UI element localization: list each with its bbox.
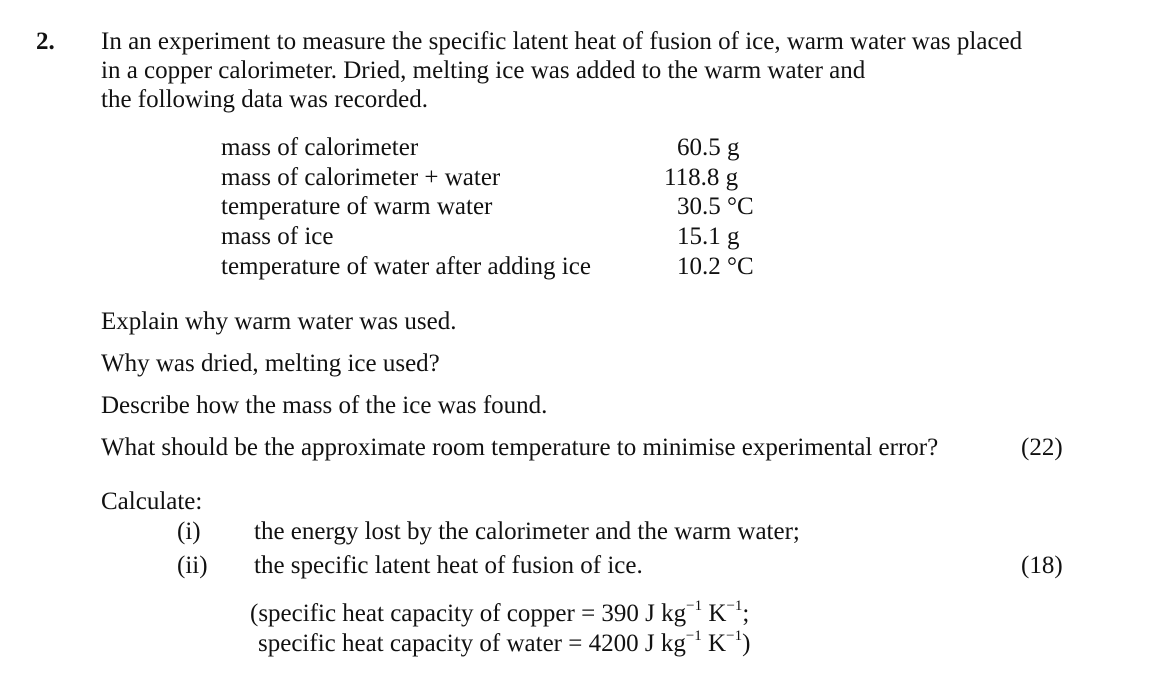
constants-line-1: (specific heat capacity of copper = 390 J $kg^{-1}$ $K^{-1}$;: [250, 598, 750, 627]
data-row-label: mass of ice: [221, 223, 334, 250]
marks-part-2: (18): [1021, 552, 1063, 579]
data-row-label: temperature of water after adding ice: [221, 253, 591, 280]
calc-item-number: (i): [177, 518, 201, 545]
data-row-label: mass of calorimeter: [221, 134, 419, 161]
calc-item-text: the energy lost by the calorimeter and the warm water;: [254, 518, 800, 545]
calculate-label: Calculate:: [101, 488, 203, 515]
prompt-room-temperature: What should be the approximate room temperature to minimise experimental error?: [101, 434, 939, 461]
prompt-dried-ice: Why was dried, melting ice used?: [101, 350, 440, 377]
question-number: 2.: [36, 28, 55, 55]
exponent: −1: [685, 628, 702, 644]
prompt-explain-warm-water: Explain why warm water was used.: [101, 308, 457, 335]
data-row-value: 60.5 g: [677, 134, 740, 161]
exponent: −1: [726, 628, 743, 644]
intro-line-3: the following data was recorded.: [101, 86, 428, 113]
data-row-value: 118.8 g: [664, 164, 739, 191]
data-row-value: 30.5 °C: [677, 193, 754, 220]
calc-item-number: (ii): [177, 552, 208, 579]
exponent: −1: [726, 598, 743, 614]
prompt-mass-of-ice: Describe how the mass of the ice was found.: [101, 392, 548, 419]
intro-line-2: in a copper calorimeter. Dried, melting ice was added to the warm water and: [101, 57, 866, 84]
constants-line-2: specific heat capacity of water = 4200 J $kg^{-1}$ $K^{-1}$): [258, 628, 751, 657]
exponent: −1: [686, 598, 703, 614]
marks-part-1: (22): [1021, 434, 1063, 461]
data-row-label: mass of calorimeter + water: [221, 164, 501, 191]
calc-item-text: the specific latent heat of fusion of ice.: [254, 552, 643, 579]
data-row-label: temperature of warm water: [221, 193, 493, 220]
data-row-value: 15.1 g: [677, 223, 740, 250]
intro-line-1: In an experiment to measure the specific latent heat of fusion of ice, warm water was placed: [101, 28, 1023, 55]
data-row-value: 10.2 °C: [677, 253, 754, 280]
